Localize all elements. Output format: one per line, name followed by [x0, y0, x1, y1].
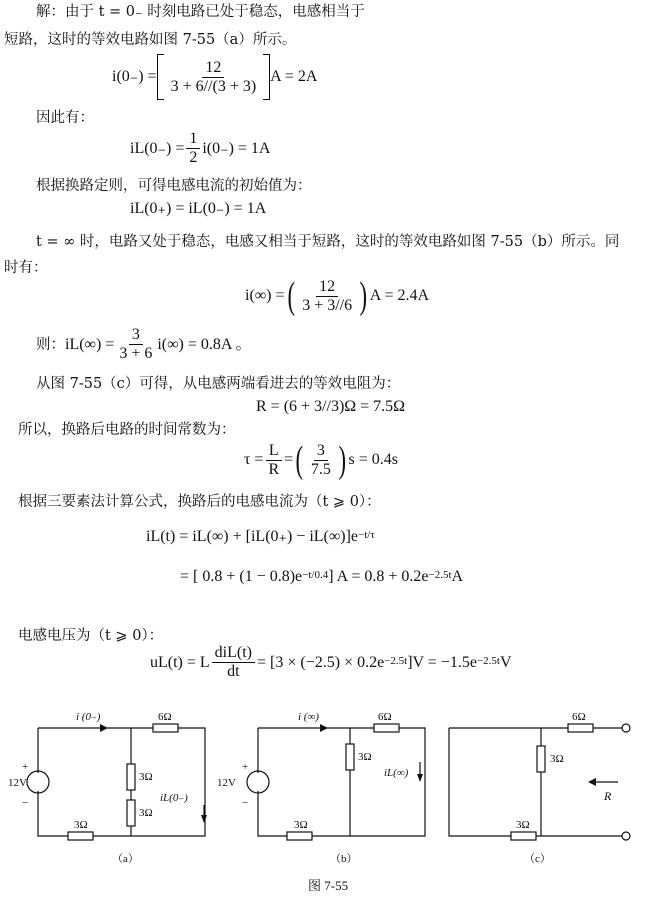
paren-close: ) — [338, 439, 346, 481]
equation-R: R = (6 + 3//3)Ω = 7.5Ω — [256, 398, 406, 415]
resistor-b-bottom — [287, 832, 312, 840]
exponent: −2.5t — [384, 654, 408, 667]
fraction-numerator: 1 — [186, 130, 200, 149]
figure-title: 图 7-55 — [308, 878, 349, 893]
eq-tau-lhs: τ = — [244, 451, 264, 468]
label-a-iL: iL(0₋) — [160, 792, 188, 804]
equation-iLinf — [36, 326, 252, 363]
eq-iLinf-lhs: iL(∞) = — [65, 335, 115, 353]
fraction-3-7.5 — [308, 442, 334, 479]
eq-i0-lhs: i(0₋) = — [112, 68, 157, 85]
label-a-plus: + — [22, 761, 29, 773]
text-line-4: 根据换路定则，可得电感电流的初始值为： — [36, 178, 312, 194]
fraction-denominator: 2 — [189, 149, 198, 166]
label-b-r-mid: 3Ω — [358, 751, 372, 763]
fraction-numerator: L — [266, 442, 282, 461]
label-c-r-bottom: 3Ω — [516, 819, 530, 831]
eq-iinf-lhs: i(∞) = — [245, 287, 285, 304]
label-a-r-mid1: 3Ω — [139, 771, 153, 783]
circuit-figure — [0, 700, 670, 900]
eq-iL0-rhs: i(0₋) = 1A — [202, 139, 271, 157]
fraction-i0 — [168, 59, 260, 96]
label-a-r-top: 6Ω — [158, 711, 172, 723]
text-line-10: 根据三要素法计算公式，换路后的电感电流为（t ⩾ 0）： — [18, 494, 381, 510]
equation-tau — [244, 438, 398, 482]
fraction-numerator: 12 — [202, 59, 224, 78]
arrow-current-b — [320, 724, 328, 732]
exponent: −t/0.4 — [302, 569, 329, 581]
fraction-diL-dt — [212, 644, 255, 681]
label-b-minus: − — [242, 797, 249, 809]
eq-iLinf-prefix: 则： — [36, 336, 65, 353]
fraction-iLinf — [116, 326, 155, 363]
paren-open: ( — [295, 439, 304, 481]
eq-uL-mid2: ]V = −1.5e — [407, 653, 477, 671]
eq-iLt2-b: ] A = 0.8 + 0.2e — [328, 568, 429, 585]
label-c-r-mid: 3Ω — [550, 753, 564, 765]
resistor-b-top — [374, 724, 399, 732]
fraction-denominator: 3 + 6 — [119, 345, 153, 362]
eq-iLt2-a: = [ 0.8 + (1 − 0.8)e — [180, 568, 303, 585]
eq-tau-equals: = — [284, 451, 294, 468]
voltage-source-a — [27, 771, 49, 793]
equation-iLt-1 — [146, 526, 375, 548]
resistor-b-mid — [346, 744, 354, 770]
resistor-c-top — [568, 724, 593, 732]
caption-a: （a） — [112, 853, 139, 865]
fraction-numerator: 12 — [316, 278, 338, 297]
text-line-2: 短路，这时的等效电路如图 7-55（a）所示。 — [4, 32, 297, 48]
paren-open: ( — [287, 275, 295, 317]
resistor-c-mid — [537, 746, 545, 772]
label-c-R: R — [604, 789, 612, 803]
bracket-open — [157, 54, 164, 100]
resistor-a-top — [153, 724, 178, 732]
label-b-iL: iL(∞) — [384, 767, 409, 779]
fraction-denominator: dt — [227, 663, 240, 680]
arrow-current-a — [100, 724, 108, 732]
fraction-denominator: 3 + 6//(3 + 3) — [170, 77, 257, 95]
circuit-b-wires — [258, 728, 425, 836]
label-b-r-top: 6Ω — [378, 711, 392, 723]
eq-iLt-lhs: iL(t) = iL(∞) + [iL(0₊) − iL(∞)]e — [146, 528, 359, 545]
eq-tau-rhs: s = 0.4s — [348, 451, 398, 468]
label-b-source: 12V — [217, 777, 236, 789]
caption-c: （c） — [524, 853, 551, 865]
fraction-denominator: 3 + 3//6 — [302, 296, 353, 314]
terminal-c-top — [622, 724, 630, 732]
text-line-5: t = ∞ 时，电路又处于稳态，电感又相当于短路，这时的等效电路如图 7-55（b）所示。同 — [36, 234, 620, 250]
terminal-c-bottom — [622, 832, 630, 840]
eq-iLt2-c: A — [451, 568, 464, 585]
text-line-9: 所以，换路后电路的时间常数为： — [18, 422, 236, 438]
exponent: −t/τ — [358, 529, 375, 541]
paren-close: ) — [359, 275, 368, 317]
arrow-iL-b-head — [417, 774, 423, 782]
fraction-numerator: 3 — [129, 326, 143, 345]
fraction-numerator: diL(t) — [212, 644, 255, 663]
equation-iinf — [245, 274, 429, 318]
label-b-r-bottom: 3Ω — [294, 819, 308, 831]
label-a-r-mid2: 3Ω — [139, 807, 153, 819]
eq-iLinf-rhs: i(∞) = 0.8A 。 — [157, 335, 252, 353]
arrow-iL-a-head — [201, 815, 207, 823]
fraction-numerator: 3 — [314, 442, 328, 461]
text-line-1: 解：由于 t = 0₋ 时刻电路已处于稳态，电感相当于 — [36, 4, 365, 20]
label-b-current: i (∞) — [298, 711, 319, 723]
equation-iL0plus: iL(0₊) = iL(0₋) = 1A — [130, 200, 267, 217]
eq-uL-mid: = [3 × (−2.5) × 0.2e — [257, 653, 385, 671]
label-c-r-top: 6Ω — [572, 711, 586, 723]
label-a-source: 12V — [8, 777, 27, 789]
exponent: −2.5t — [428, 569, 452, 581]
resistor-c-bottom — [511, 832, 536, 840]
voltage-source-b — [247, 771, 269, 793]
fraction-L-R — [265, 442, 282, 479]
text-line-3: 因此有： — [36, 110, 94, 126]
fraction-denominator: 7.5 — [310, 460, 331, 478]
label-a-current: i (0₋) — [76, 711, 101, 723]
label-a-minus: − — [22, 797, 29, 809]
resistor-a-mid2 — [127, 800, 135, 826]
exponent: −2.5t — [476, 654, 500, 667]
fraction-iinf — [299, 278, 355, 315]
eq-i0-rhs: A = 2A — [270, 68, 318, 85]
caption-b: （b） — [330, 853, 358, 865]
text-line-8: 从图 7-55（c）可得，从电感两端看进去的等效电阻为： — [36, 376, 401, 392]
text-line-11: 电感电压为（t ⩾ 0）： — [18, 628, 164, 644]
resistor-a-bottom — [68, 832, 93, 840]
arrow-R-head — [588, 778, 596, 786]
label-b-plus: + — [242, 761, 249, 773]
equation-iLt-2 — [180, 566, 463, 588]
label-a-r-bottom: 3Ω — [74, 819, 88, 831]
eq-iL0-lhs: iL(0₋) = — [130, 139, 185, 157]
resistor-a-mid1 — [127, 764, 135, 790]
bracket-close — [263, 54, 270, 100]
equation-i0 — [112, 54, 317, 100]
eq-iinf-rhs: A = 2.4A — [369, 287, 430, 304]
circuit-a-wires — [38, 728, 205, 836]
fraction-iL0 — [186, 130, 200, 167]
eq-uL-rhs: V — [499, 653, 512, 671]
fraction-denominator: R — [268, 460, 280, 478]
text-line-6: 时有： — [4, 260, 48, 276]
eq-uL-lhs: uL(t) = L — [150, 653, 210, 671]
equation-uL — [150, 644, 512, 681]
equation-iL0 — [130, 130, 270, 167]
